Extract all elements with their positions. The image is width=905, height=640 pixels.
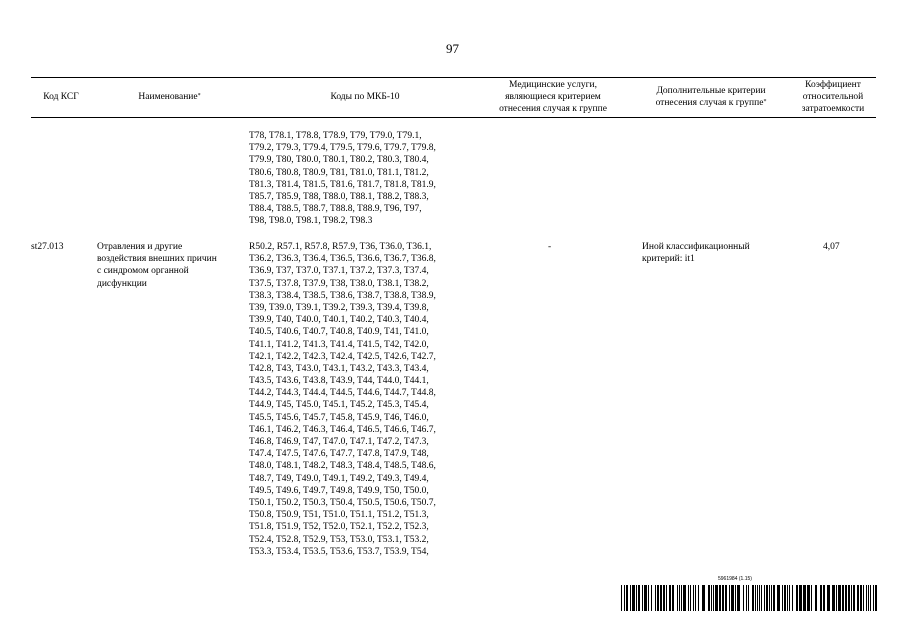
row-name-line-2: воздействия внешних причин	[97, 254, 217, 265]
header-services	[486, 77, 620, 117]
header-services-line-3: отнесения случая к группе	[499, 104, 607, 114]
code-line: T37.5, T37.8, T37.9, T38, T38.0, T38.1, T38.2,	[249, 278, 429, 289]
row-name-line-1: Отравления и другие	[97, 242, 183, 252]
code-line: T38.3, T38.4, T38.5, T38.6, T38.7, T38.8, T38.9,	[249, 290, 436, 301]
barcode-label: 5961984 (1.15)	[718, 576, 752, 582]
code-line: T51.8, T51.9, T52, T52.0, T52.1, T52.2, T52.3,	[249, 522, 429, 533]
header-coef	[790, 77, 876, 117]
code-line: T44.2, T44.3, T44.4, T44.5, T44.6, T44.7, T44.8,	[249, 388, 436, 399]
header-code	[31, 77, 91, 117]
code-line: T36.9, T37, T37.0, T37.1, T37.2, T37.3, T37.4,	[249, 266, 429, 277]
row-services: -	[548, 242, 552, 252]
code-line: T46.1, T46.2, T46.3, T46.4, T46.5, T46.6, T46.7,	[249, 424, 436, 435]
row-coef: 4,07	[823, 242, 840, 252]
code-line: T48.0, T48.1, T48.2, T48.3, T48.4, T48.5, T48.6,	[249, 461, 436, 472]
code-line: T49.5, T49.6, T49.7, T49.8, T49.9, T50, T50.0,	[249, 485, 429, 496]
code-line: T39, T39.0, T39.1, T39.2, T39.3, T39.4, T39.8,	[249, 302, 429, 313]
code-line: T81.3, T81.4, T81.5, T81.6, T81.7, T81.8, T81.9,	[249, 179, 436, 190]
row-extra-line-2: критерий: it1	[642, 254, 695, 265]
header-services-line-2: являющиеся критерием	[505, 92, 601, 102]
code-line: T52.4, T52.8, T52.9, T53, T53.0, T53.1, T53.2,	[249, 534, 429, 545]
row-name-line-3: с синдромом органной	[97, 266, 189, 277]
code-line: R50.2, R57.1, R57.8, R57.9, T36, T36.0, T36.1,	[249, 242, 432, 252]
code-line: T48.7, T49, T49.0, T49.1, T49.2, T49.3, T49.4,	[249, 473, 429, 484]
code-line: T42.8, T43, T43.0, T43.1, T43.2, T43.3, T43.4,	[249, 363, 429, 374]
header-code-label: Код КСГ	[43, 92, 79, 102]
header-icd-label: Коды по МКБ-10	[330, 92, 400, 102]
header-extra	[636, 77, 786, 117]
page-number: 97	[446, 41, 459, 56]
code-line: T39.9, T40, T40.0, T40.1, T40.2, T40.3, T40.4,	[249, 315, 429, 326]
barcode-image	[621, 585, 877, 611]
code-line: T85.7, T85.9, T88, T88.0, T88.1, T88.2, T88.3,	[249, 191, 429, 202]
row-extra-line-1: Иной классификационный	[642, 242, 750, 252]
row-name-line-4: дисфункции	[97, 278, 147, 289]
row-name	[97, 241, 247, 290]
header-name-label: Наименование	[138, 92, 198, 102]
code-line: T42.1, T42.2, T42.3, T42.4, T42.5, T42.6, T42.7,	[249, 351, 436, 362]
code-line: T88.4, T88.5, T88.7, T88.8, T88.9, T96, T97,	[249, 204, 422, 215]
code-line: T45.5, T45.6, T45.7, T45.8, T45.9, T46, T46.0,	[249, 412, 429, 423]
row-code: st27.013	[31, 242, 64, 252]
header-coef-line-3: затратоемкости	[801, 104, 865, 114]
code-line: T79.9, T80, T80.0, T80.1, T80.2, T80.3, T80.4,	[249, 155, 429, 166]
header-coef-line-2: относительной	[802, 92, 864, 102]
code-line: T98, T98.0, T98.1, T98.2, T98.3	[249, 216, 373, 227]
code-line: T79.2, T79.3, T79.4, T79.5, T79.6, T79.7, T79.8,	[249, 143, 436, 154]
row-extra	[642, 241, 787, 265]
code-line: T80.6, T80.8, T80.9, T81, T81.0, T81.1, T81.2,	[249, 167, 429, 178]
code-line: T53.3, T53.4, T53.5, T53.6, T53.7, T53.9, T54,	[249, 546, 429, 557]
continuation-codes	[249, 130, 479, 228]
code-line: T43.5, T43.6, T43.8, T43.9, T44, T44.0, T44.1,	[249, 376, 429, 387]
header-extra-line-1: Дополнительные критерии	[656, 86, 766, 96]
table-header-bottom-rule	[31, 117, 876, 118]
code-line: T41.1, T41.2, T41.3, T41.4, T41.5, T42, T42.0,	[249, 339, 429, 350]
header-services-line-1: Медицинские услуги,	[509, 80, 597, 90]
code-line: T50.8, T50.9, T51, T51.0, T51.1, T51.2, T51.3,	[249, 510, 429, 521]
header-name	[97, 77, 242, 117]
header-icd	[249, 77, 481, 117]
code-line: T46.8, T46.9, T47, T47.0, T47.1, T47.2, T47.3,	[249, 437, 429, 447]
header-extra-line-2: отнесения случая к группе	[655, 98, 764, 108]
header-name-footnote-mark: *	[197, 93, 201, 99]
code-line: T47.4, T47.5, T47.6, T47.7, T47.8, T47.9, T48,	[249, 449, 429, 460]
row-codes	[249, 241, 479, 558]
code-line: T78, T78.1, T78.8, T78.9, T79, T79.0, T79.1,	[249, 131, 422, 141]
header-coef-line-1: Коэффициент	[805, 80, 861, 90]
header-extra-footnote-mark: *	[763, 99, 767, 105]
code-line: T50.1, T50.2, T50.3, T50.4, T50.5, T50.6, T50.7,	[249, 497, 436, 508]
code-line: T44.9, T45, T45.0, T45.1, T45.2, T45.3, T45.4,	[249, 400, 429, 411]
code-line: T40.5, T40.6, T40.7, T40.8, T40.9, T41, T41.0,	[249, 327, 429, 338]
code-line: T36.2, T36.3, T36.4, T36.5, T36.6, T36.7, T36.8,	[249, 254, 436, 265]
